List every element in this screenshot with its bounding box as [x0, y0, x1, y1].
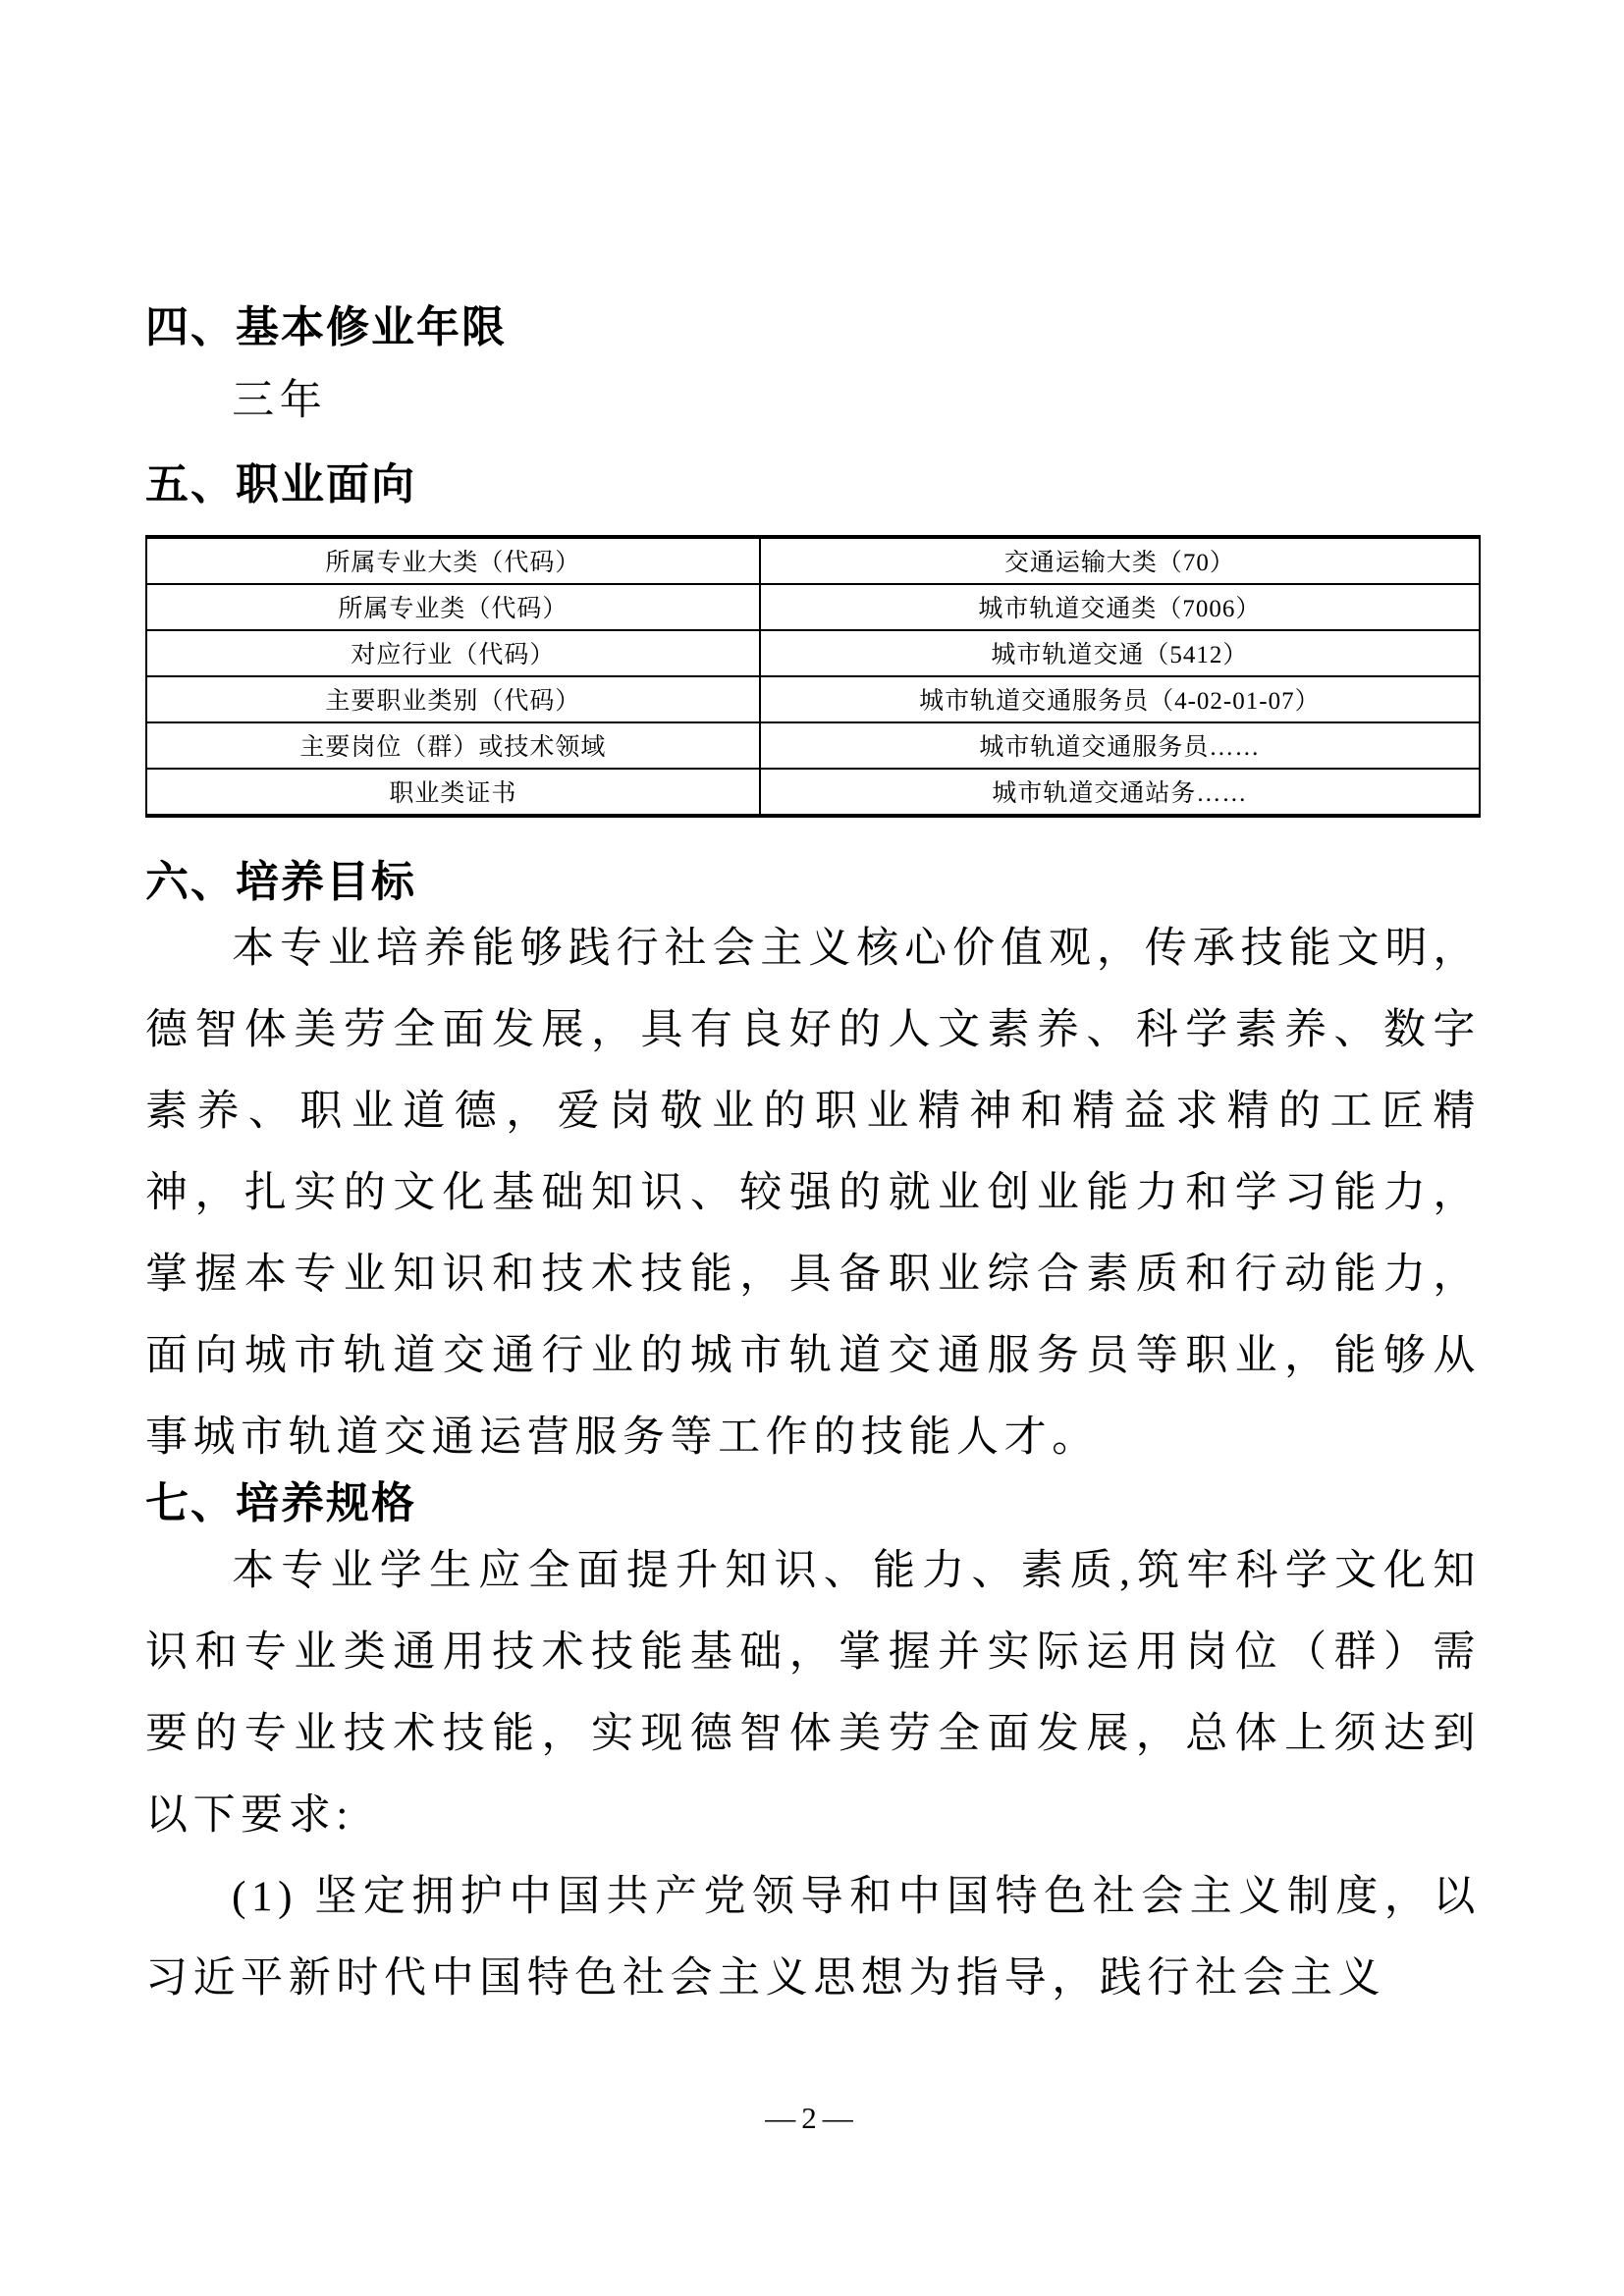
table-cell-label: 所属专业大类（代码） — [146, 537, 760, 584]
section-heading-training-objectives: 六、培养目标 — [145, 857, 416, 906]
page-number: —2— — [765, 2101, 859, 2135]
table-cell-label: 对应行业（代码） — [146, 630, 760, 676]
table-cell-value: 城市轨道交通（5412） — [760, 630, 1480, 676]
table-cell-label: 职业类证书 — [146, 769, 760, 816]
training-objectives-paragraph: 本专业培养能够践行社会主义核心价值观，传承技能文明，德智体美劳全面发展，具有良好的人文素养、科学素养、数字素养、职业道德，爱岗敬业的职业精神和精益求精的工匠精神，扎实的文化基础知识、较强的就业创业能力和学习能力，掌握本专业知识和技术技能，具备职业综合素质和行动能力，面向城市轨道交通行业的城市轨道交通服务员等职业，能够从事城市轨道交通运营服务等工作的技能人才。 — [145, 926, 1481, 1462]
table-cell-value: 城市轨道交通类（7006） — [760, 584, 1480, 630]
table-cell-value: 城市轨道交通站务…… — [760, 769, 1480, 816]
training-specifications-item-1: (1) 坚定拥护中国共产党领导和中国特色社会主义制度，以习近平新时代中国特色社会主义思想为指导，践行社会主义 — [145, 1874, 1481, 2002]
table-row — [146, 769, 1480, 816]
section-heading-basic-study-period: 四、基本修业年限 — [145, 303, 507, 351]
section-heading-training-specifications: 七、培养规格 — [145, 1479, 416, 1528]
table-row — [146, 630, 1480, 676]
section-heading-career-orientation: 五、职业面向 — [145, 459, 416, 508]
table-cell-label: 主要岗位（群）或技术领域 — [146, 722, 760, 769]
table-cell-value: 城市轨道交通服务员（4-02-01-07） — [760, 676, 1480, 722]
training-specifications-paragraph: 本专业学生应全面提升知识、能力、素质,筑牢科学文化知识和专业类通用技术技能基础，掌握并实际运用岗位（群）需要的专业技术技能，实现德智体美劳全面发展，总体上须达到以下要求: — [145, 1548, 1481, 1840]
document-content — [145, 302, 1481, 2019]
table-cell-label: 主要职业类别（代码） — [146, 676, 760, 722]
table-cell-value: 城市轨道交通服务员…… — [760, 722, 1480, 769]
table-row — [146, 537, 1480, 584]
table-row — [146, 584, 1480, 630]
career-orientation-table — [145, 535, 1481, 818]
basic-study-period-text: 三年 — [232, 377, 328, 424]
table-cell-value: 交通运输大类（70） — [760, 537, 1480, 584]
table-row — [146, 722, 1480, 769]
table-cell-label: 所属专业类（代码） — [146, 584, 760, 630]
table-row — [146, 676, 1480, 722]
